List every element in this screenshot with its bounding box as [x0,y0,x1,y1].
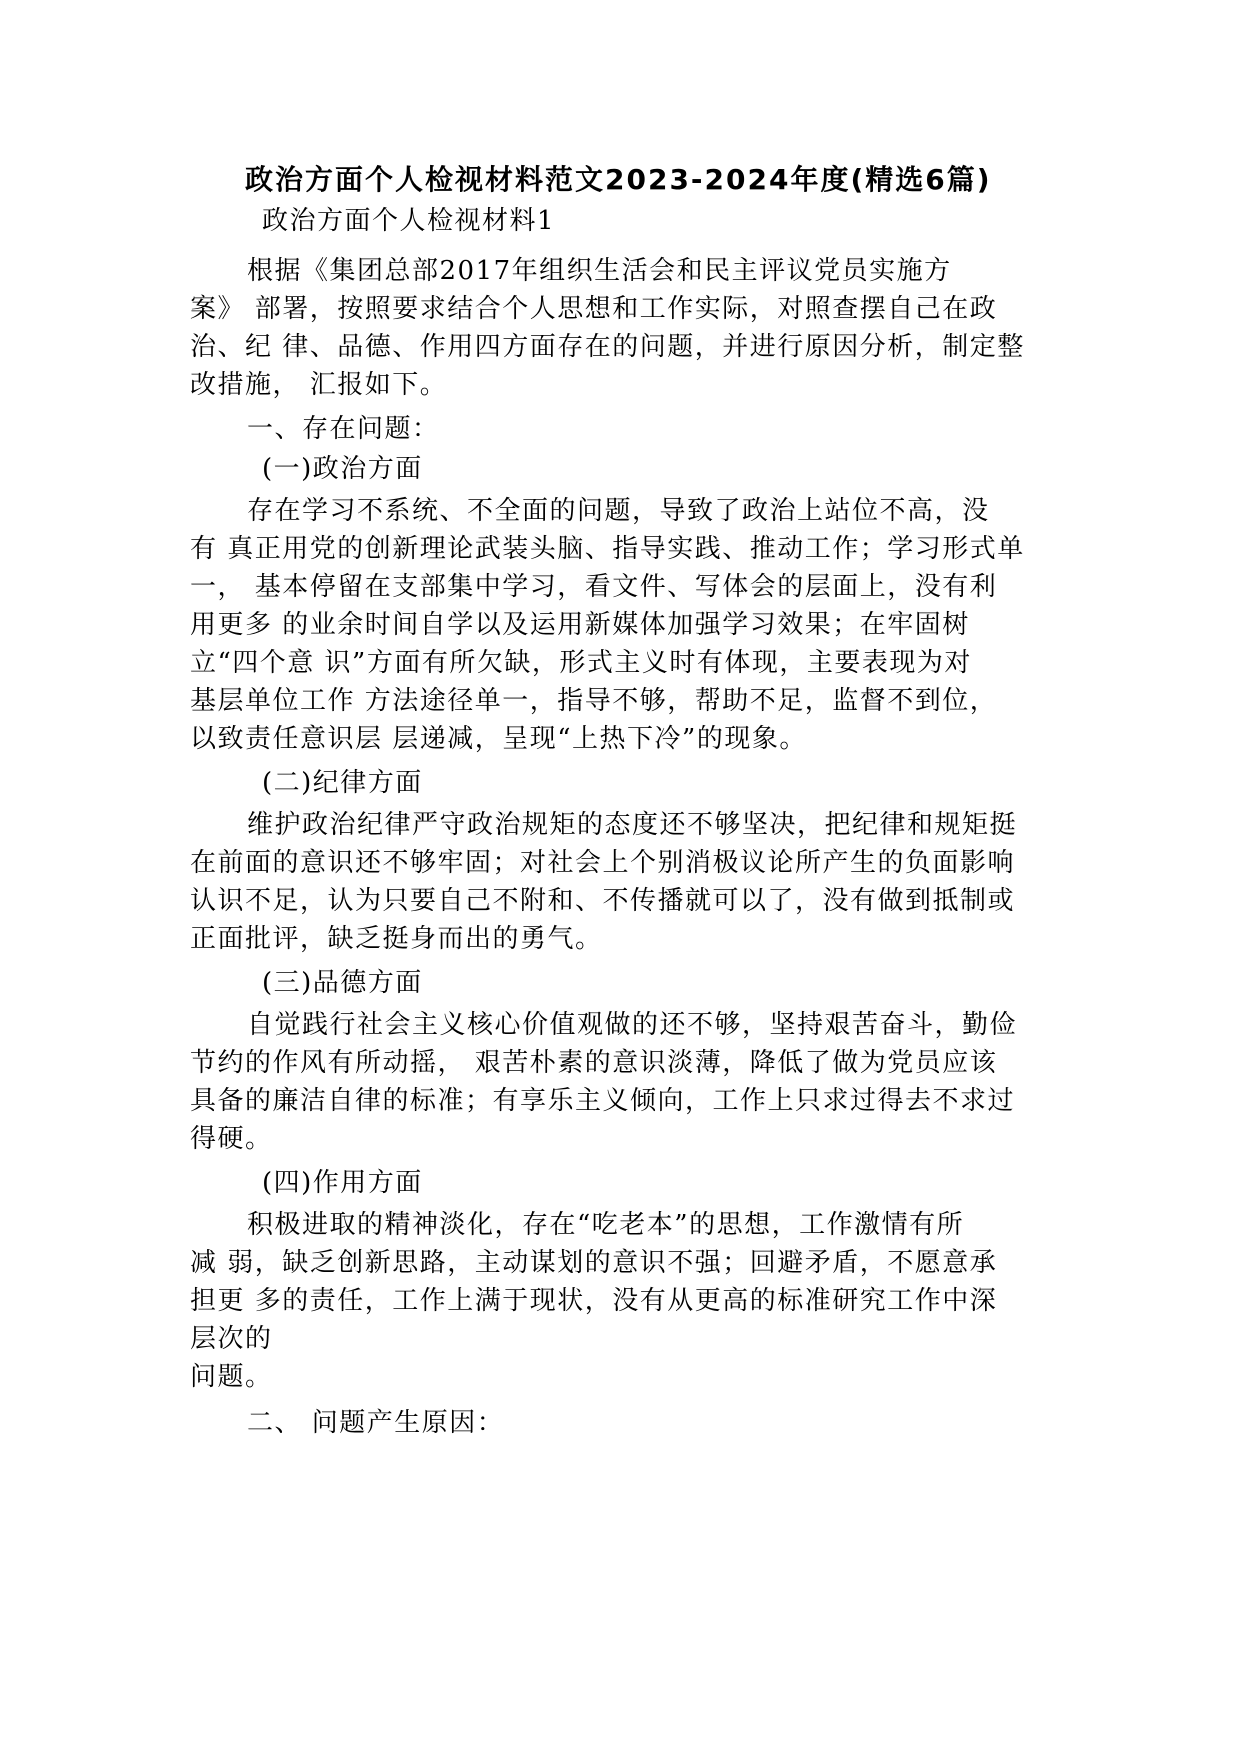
paragraph-line: 得硬。 [190,1124,273,1154]
subsection-heading: (四)作用方面 [262,1168,423,1198]
paragraph-line: 立“四个意 识”方面有所欠缺，形式主义时有体现，主要表现为对 [190,648,972,678]
paragraph-line: 一， 基本停留在支部集中学习，看文件、写体会的层面上，没有利 [190,572,998,602]
paragraph-line: 认识不足，认为只要自己不附和、不传播就可以了，没有做到抵制或 [190,886,1016,916]
paragraph-line: 存在学习不系统、不全面的问题，导致了政治上站位不高，没 [247,496,990,526]
paragraph-line: 有 真正用党的创新理论武装头脑、指导实践、推动工作；学习形式单 [190,534,1025,564]
paragraph-line: 积极进取的精神淡化，存在“吃老本”的思想，工作激情有所 [247,1210,965,1240]
paragraph-line: 治、纪 律、品德、作用四方面存在的问题，并进行原因分析，制定整 [190,332,1025,362]
paragraph-line: 问题。 [190,1362,273,1392]
paragraph-line: 基层单位工作 方法途径单一，指导不够，帮助不足，监督不到位， [190,686,998,716]
subsection-heading: (三)品德方面 [262,968,423,998]
section-heading: 二、 问题产生原因： [247,1408,505,1438]
paragraph-line: 担更 多的责任，工作上满于现状，没有从更高的标准研究工作中深 [190,1286,998,1316]
paragraph-line: 用更多 的业余时间自学以及运用新媒体加强学习效果；在牢固树 [190,610,970,640]
paragraph-line: 维护政治纪律严守政治规矩的态度还不够坚决，把纪律和规矩挺 [247,810,1018,840]
paragraph-line: 减 弱，缺乏创新思路，主动谋划的意识不强；回避矛盾，不愿意承 [190,1248,998,1278]
section-subtitle: 政治方面个人检视材料1 [262,206,556,236]
paragraph-line: 改措施， 汇报如下。 [190,370,448,400]
paragraph-line: 具备的廉洁自律的标准；有享乐主义倾向，工作上只求过得去不求过 [190,1086,1016,1116]
paragraph-line: 自觉践行社会主义核心价值观做的还不够，坚持艰苦奋斗，勤俭 [247,1010,1018,1040]
paragraph-line: 根据《集团总部2017年组织生活会和民主评议党员实施方 [247,256,952,286]
paragraph-line: 正面批评，缺乏挺身而出的勇气。 [190,924,603,954]
section-heading: 一、存在问题： [247,414,440,444]
paragraph-line: 以致责任意识层 层递减，呈现“上热下冷”的现象。 [190,724,807,754]
paragraph-line: 案》 部署，按照要求结合个人思想和工作实际，对照查摆自己在政 [190,294,998,324]
subsection-heading: (二)纪律方面 [262,768,423,798]
paragraph-line: 节约的作风有所动摇， 艰苦朴素的意识淡薄，降低了做为党员应该 [190,1048,998,1078]
paragraph-line: 在前面的意识还不够牢固；对社会上个别消极议论所产生的负面影响 [190,848,1016,878]
document-title: 政治方面个人检视材料范文2023-2024年度(精选6篇) [245,163,992,196]
paragraph-line: 层次的 [190,1324,273,1354]
subsection-heading: (一)政治方面 [262,454,423,484]
